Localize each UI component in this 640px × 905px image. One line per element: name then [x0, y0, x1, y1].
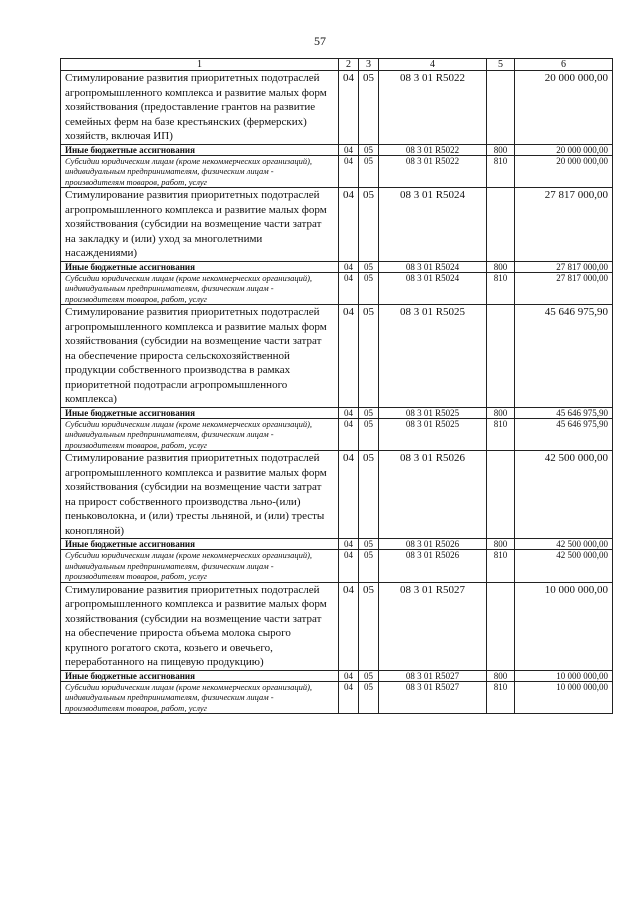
subsection-code-cell: 05	[359, 71, 379, 145]
target-article-cell: 08 3 01 R5025	[379, 418, 487, 451]
column-header: 4	[379, 59, 487, 71]
target-article-cell: 08 3 01 R5026	[379, 539, 487, 550]
budget-table-body	[61, 59, 613, 714]
target-article-cell: 08 3 01 R5026	[379, 451, 487, 539]
amount-cell: 42 500 000,00	[515, 451, 613, 539]
table-row	[61, 418, 613, 451]
expense-type-cell	[487, 451, 515, 539]
row-name-cell: Иные бюджетные ассигнования	[61, 407, 339, 418]
row-name-cell: Субсидии юридическим лицам (кроме некоммерческих организаций), индивидуальным предпринимателям, физическим лицам - производителям товаров, работ, услуг	[61, 681, 339, 714]
row-name-cell: Субсидии юридическим лицам (кроме некоммерческих организаций), индивидуальным предпринимателям, физическим лицам - производителям товаров, работ, услуг	[61, 155, 339, 188]
expense-type-cell: 810	[487, 418, 515, 451]
table-row	[61, 582, 613, 670]
section-code-cell: 04	[339, 550, 359, 583]
expense-type-cell: 800	[487, 144, 515, 155]
amount-cell: 20 000 000,00	[515, 71, 613, 145]
row-name-cell: Стимулирование развития приоритетных подотраслей агропромышленного комплекса и развитие малых форм хозяйствования (предоставление грантов на развитие семейных ферм на базе крестьянских (фермерских) хозяйств, включая ИП)	[61, 71, 339, 145]
column-header: 5	[487, 59, 515, 71]
amount-cell: 42 500 000,00	[515, 539, 613, 550]
table-row	[61, 539, 613, 550]
amount-cell: 27 817 000,00	[515, 272, 613, 305]
subsection-code-cell: 05	[359, 305, 379, 408]
expense-type-cell: 810	[487, 550, 515, 583]
column-header: 3	[359, 59, 379, 71]
row-name-cell: Стимулирование развития приоритетных подотраслей агропромышленного комплекса и развитие малых форм хозяйствования (субсидии на возмещение части затрат на закладку и (или) уход за многолетними насаждениями)	[61, 188, 339, 262]
table-row	[61, 670, 613, 681]
expense-type-cell: 800	[487, 539, 515, 550]
expense-type-cell: 810	[487, 272, 515, 305]
section-code-cell: 04	[339, 261, 359, 272]
table-row	[61, 155, 613, 188]
table-row	[61, 188, 613, 262]
target-article-cell: 08 3 01 R5024	[379, 261, 487, 272]
target-article-cell: 08 3 01 R5022	[379, 71, 487, 145]
section-code-cell: 04	[339, 188, 359, 262]
row-name-cell: Иные бюджетные ассигнования	[61, 144, 339, 155]
section-code-cell: 04	[339, 582, 359, 670]
amount-cell: 45 646 975,90	[515, 407, 613, 418]
table-row	[61, 681, 613, 714]
target-article-cell: 08 3 01 R5027	[379, 681, 487, 714]
expense-type-cell: 800	[487, 407, 515, 418]
page-number: 57	[314, 34, 326, 48]
amount-cell: 27 817 000,00	[515, 188, 613, 262]
amount-cell: 20 000 000,00	[515, 155, 613, 188]
amount-cell: 42 500 000,00	[515, 550, 613, 583]
target-article-cell: 08 3 01 R5024	[379, 188, 487, 262]
column-header: 2	[339, 59, 359, 71]
subsection-code-cell: 05	[359, 407, 379, 418]
section-code-cell: 04	[339, 144, 359, 155]
row-name-cell: Субсидии юридическим лицам (кроме некоммерческих организаций), индивидуальным предпринимателям, физическим лицам - производителям товаров, работ, услуг	[61, 272, 339, 305]
subsection-code-cell: 05	[359, 681, 379, 714]
amount-cell: 45 646 975,90	[515, 418, 613, 451]
subsection-code-cell: 05	[359, 155, 379, 188]
row-name-cell: Иные бюджетные ассигнования	[61, 539, 339, 550]
table-row	[61, 71, 613, 145]
row-name-cell: Иные бюджетные ассигнования	[61, 261, 339, 272]
subsection-code-cell: 05	[359, 582, 379, 670]
amount-cell: 10 000 000,00	[515, 681, 613, 714]
table-row	[61, 144, 613, 155]
subsection-code-cell: 05	[359, 188, 379, 262]
target-article-cell: 08 3 01 R5025	[379, 407, 487, 418]
table-row	[61, 261, 613, 272]
table-row	[61, 550, 613, 583]
row-name-cell: Субсидии юридическим лицам (кроме некоммерческих организаций), индивидуальным предпринимателям, физическим лицам - производителям товаров, работ, услуг	[61, 550, 339, 583]
subsection-code-cell: 05	[359, 261, 379, 272]
subsection-code-cell: 05	[359, 144, 379, 155]
target-article-cell: 08 3 01 R5026	[379, 550, 487, 583]
table-header-row	[61, 59, 613, 71]
section-code-cell: 04	[339, 272, 359, 305]
expense-type-cell: 800	[487, 261, 515, 272]
amount-cell: 10 000 000,00	[515, 670, 613, 681]
subsection-code-cell: 05	[359, 550, 379, 583]
target-article-cell: 08 3 01 R5022	[379, 155, 487, 188]
expense-type-cell: 810	[487, 681, 515, 714]
column-header: 6	[515, 59, 613, 71]
row-name-cell: Стимулирование развития приоритетных подотраслей агропромышленного комплекса и развитие малых форм хозяйствования (субсидии на возмещение части затрат на прирост собственного производства льно-(или) пеньковолокна, и (или) тресты льняной, и (или) тресты конопляной)	[61, 451, 339, 539]
section-code-cell: 04	[339, 670, 359, 681]
table-row	[61, 305, 613, 408]
expense-type-cell	[487, 305, 515, 408]
subsection-code-cell: 05	[359, 451, 379, 539]
section-code-cell: 04	[339, 681, 359, 714]
expense-type-cell	[487, 582, 515, 670]
subsection-code-cell: 05	[359, 539, 379, 550]
amount-cell: 45 646 975,90	[515, 305, 613, 408]
table-row	[61, 407, 613, 418]
amount-cell: 10 000 000,00	[515, 582, 613, 670]
section-code-cell: 04	[339, 71, 359, 145]
target-article-cell: 08 3 01 R5027	[379, 670, 487, 681]
table-row	[61, 272, 613, 305]
row-name-cell: Субсидии юридическим лицам (кроме некоммерческих организаций), индивидуальным предпринимателям, физическим лицам - производителям товаров, работ, услуг	[61, 418, 339, 451]
table-row	[61, 451, 613, 539]
row-name-cell: Иные бюджетные ассигнования	[61, 670, 339, 681]
amount-cell: 20 000 000,00	[515, 144, 613, 155]
target-article-cell: 08 3 01 R5025	[379, 305, 487, 408]
subsection-code-cell: 05	[359, 418, 379, 451]
subsection-code-cell: 05	[359, 272, 379, 305]
budget-table	[60, 58, 613, 714]
section-code-cell: 04	[339, 407, 359, 418]
column-header: 1	[61, 59, 339, 71]
expense-type-cell: 810	[487, 155, 515, 188]
section-code-cell: 04	[339, 155, 359, 188]
section-code-cell: 04	[339, 418, 359, 451]
expense-type-cell	[487, 188, 515, 262]
target-article-cell: 08 3 01 R5027	[379, 582, 487, 670]
amount-cell: 27 817 000,00	[515, 261, 613, 272]
expense-type-cell: 800	[487, 670, 515, 681]
subsection-code-cell: 05	[359, 670, 379, 681]
target-article-cell: 08 3 01 R5022	[379, 144, 487, 155]
section-code-cell: 04	[339, 451, 359, 539]
row-name-cell: Стимулирование развития приоритетных подотраслей агропромышленного комплекса и развитие малых форм хозяйствования (субсидии на возмещение части затрат на обеспечение прироста объема молока сырого крупного рогатого скота, козьего и овечьего, переработанного на пищевую продукцию)	[61, 582, 339, 670]
row-name-cell: Стимулирование развития приоритетных подотраслей агропромышленного комплекса и развитие малых форм хозяйствования (субсидии на возмещение части затрат на обеспечение прироста сельскохозяйственной продукции собственного производства в рамках приоритетной подотрасли агропромышленного комплекса)	[61, 305, 339, 408]
expense-type-cell	[487, 71, 515, 145]
target-article-cell: 08 3 01 R5024	[379, 272, 487, 305]
section-code-cell: 04	[339, 305, 359, 408]
section-code-cell: 04	[339, 539, 359, 550]
